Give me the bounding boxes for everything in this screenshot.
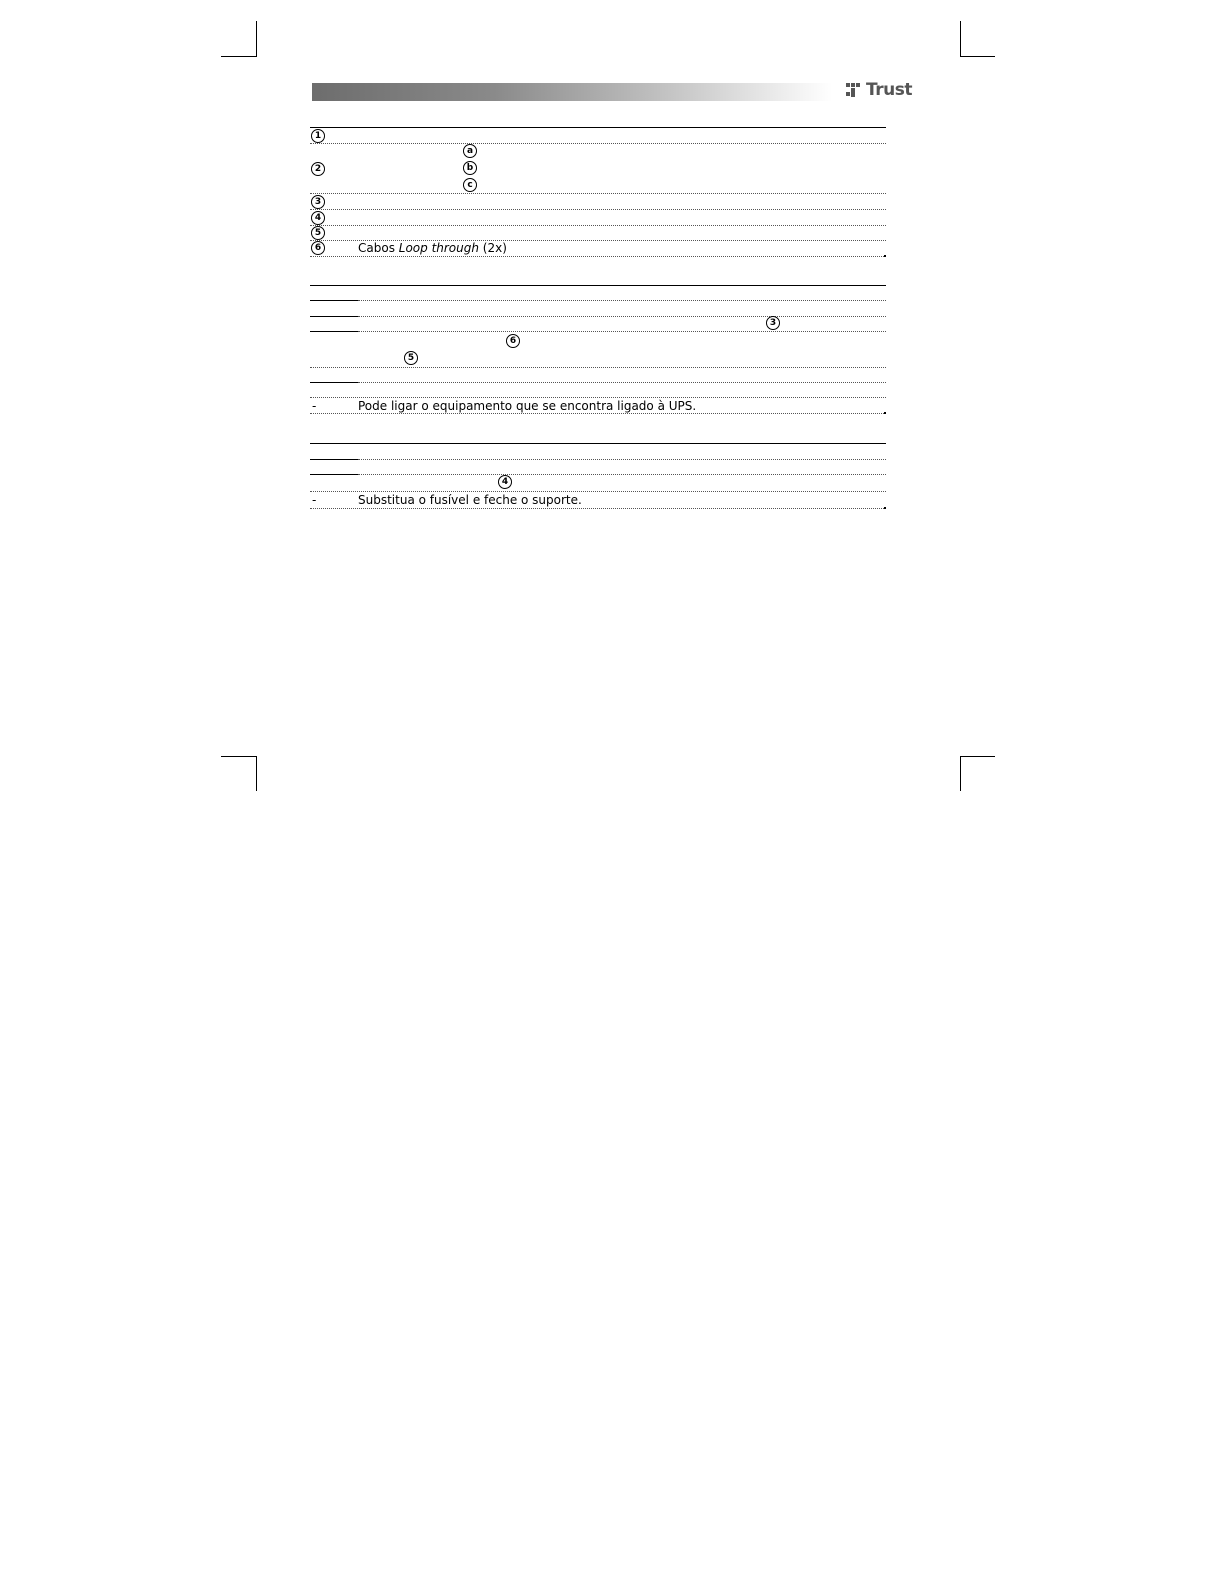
section-rule (310, 285, 886, 286)
step-rule (310, 459, 358, 460)
item-6-prefix: Cabos (358, 241, 399, 255)
header-gradient-bar (312, 83, 832, 101)
crop-mark (960, 21, 961, 57)
step-rule (310, 316, 358, 317)
marker-5: 5 (404, 351, 418, 365)
trust-logo (846, 80, 912, 100)
end-mark (884, 255, 886, 257)
item-6-italic: Loop through (398, 241, 479, 255)
crop-mark (960, 56, 995, 57)
end-mark (884, 412, 886, 414)
step-rule (310, 331, 358, 332)
marker-c: c (463, 178, 477, 192)
marker-3: 3 (766, 316, 780, 330)
step-text: Substitua o fusível e feche o suporte. (358, 493, 582, 507)
marker-5: 5 (311, 226, 325, 240)
section-rule (310, 443, 886, 444)
bullet-dash: - (312, 399, 317, 413)
row-divider (358, 316, 886, 317)
row-divider (358, 300, 886, 301)
marker-3: 3 (311, 195, 325, 209)
step-text: Pode ligar o equipamento que se encontra ligado à UPS. (358, 399, 697, 413)
row-divider (310, 397, 886, 398)
marker-4: 4 (311, 211, 325, 225)
marker-6: 6 (506, 334, 520, 348)
row-divider (310, 209, 886, 210)
row-divider (358, 474, 886, 475)
bullet-dash: - (312, 493, 317, 507)
row-divider (310, 225, 886, 226)
row-divider (310, 193, 886, 194)
row-divider (310, 508, 886, 509)
step-rule (310, 382, 358, 383)
row-divider (310, 367, 886, 368)
crop-mark (256, 756, 257, 791)
row-divider (310, 256, 886, 257)
marker-6: 6 (311, 241, 325, 255)
marker-2: 2 (311, 162, 325, 176)
marker-a: a (463, 144, 477, 158)
row-divider (310, 491, 886, 492)
logo-text: Trust (866, 80, 912, 100)
crop-mark (960, 756, 961, 791)
step-rule (310, 300, 358, 301)
end-mark (884, 507, 886, 509)
crop-mark (960, 756, 995, 757)
item-6-suffix: (2x) (478, 241, 507, 255)
marker-1: 1 (311, 129, 325, 143)
row-divider (310, 143, 886, 144)
trust-logo-icon (846, 82, 864, 98)
crop-mark (256, 21, 257, 57)
crop-mark (221, 756, 256, 757)
step-rule (310, 474, 358, 475)
row-divider (358, 382, 886, 383)
marker-4: 4 (498, 475, 512, 489)
row-divider (358, 331, 886, 332)
section-rule (310, 127, 886, 128)
marker-b: b (463, 161, 477, 175)
row-divider (358, 459, 886, 460)
row-divider (310, 413, 886, 414)
item-6-label (358, 241, 507, 255)
crop-mark (221, 56, 256, 57)
